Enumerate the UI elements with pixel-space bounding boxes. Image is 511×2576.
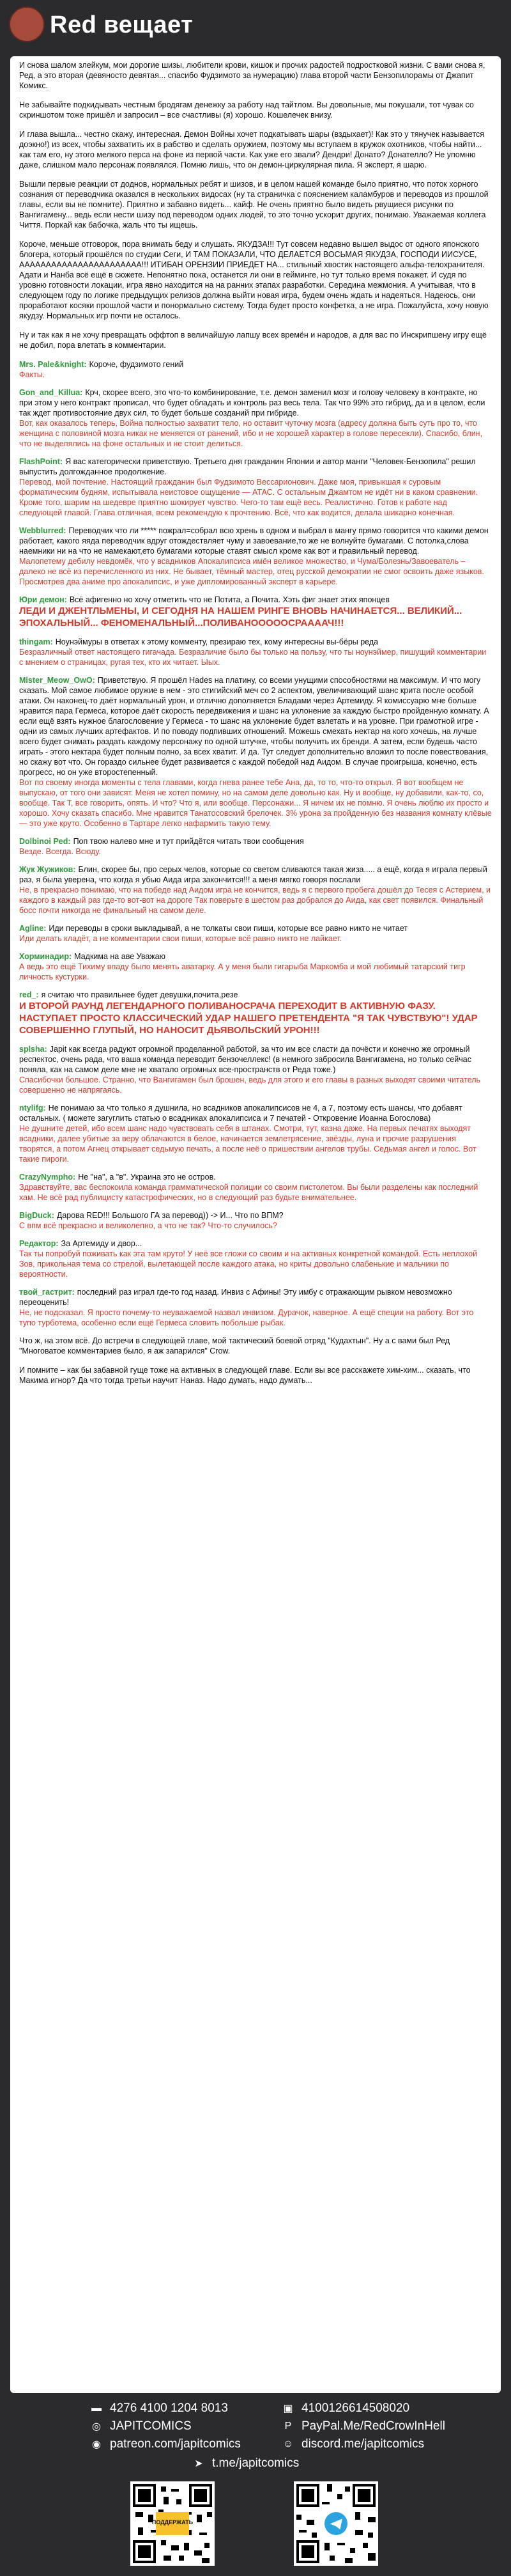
comment-user: Gon_and_Killua:: [19, 388, 83, 397]
paypal-link[interactable]: PayPal.Me/RedCrowInHell: [301, 2419, 445, 2433]
comment: [19, 1238, 492, 1279]
comment-reply: Вот, как оказалось теперь, Война полностью захватит тело, но оставит чуточку мозга (адресу должна быть суть про то, что женщина с половиной мозга никак не меняется от ранений, ибо и не хорошей характер в голове пересекли). Спасибо, блин, что не выделялись на фоне остальных и не стоит делиться.: [19, 419, 483, 448]
comment-reply: Не, не подсказал. Я просто почему-то неуважаемой назвал инвизом. Дурачок, наверное. А ещё специи на работу. Вот это тупо турботема, особенно если ещё Гермеса словить побольше рыбак.: [19, 1308, 474, 1327]
card-icon: ▬: [91, 2403, 102, 2414]
comment-reply-shout: И ВТОРОЙ РАУНД ЛЕГЕНДАРНОГО ПОЛИВАНОСРАЧА ПЕРЕХОДИТ В АКТИВНУЮ ФАЗУ. НАСТУПАЕТ ПРОСТО КЛАССИЧЕСКИЙ УДАР НАШЕГО ПРЕТЕНДЕНТА "Я ТАК ЧУВСТВУЮ"! УДАР СОВЕРШЕННО ГЛУПЫЙ, НО НАНОСИТ ДЬЯВОЛЬСКИЙ УРОН!!!: [19, 1001, 478, 1036]
comment-reply: Факты.: [19, 370, 45, 379]
comment-text: последний раз играл где-то год назад. Инвиз с Афины! Эту имбу с отражающим рывком невозможно переоценить!: [19, 1288, 452, 1307]
comment: [19, 457, 492, 518]
site-row: [89, 2419, 192, 2433]
comment-text: Иди переводы в сроки выкладывай, а не толкаты свои пиши, которые все равно никто не читает: [49, 924, 408, 933]
comment: [19, 1103, 492, 1164]
comment-reply: С впм всё прекрасно и великолепно, а что не так? Что-то случилось?: [19, 1221, 277, 1230]
globe-icon: ◎: [92, 2421, 101, 2432]
comment-reply: А ведь это ещё Тихиму впаду было менять аватарку. А у меня были гигарыба Маркомба и мой любимый татарский тигр личность кустурки.: [19, 962, 466, 981]
comment-reply: Безразличный ответ настоящего гигачада. Безразличие было бы только на пользу, что ты ноунэймер, пишущий комментарии с мнением о страницах, ругая тех, кто их читает. Ыых.: [19, 648, 487, 667]
comment: [19, 675, 492, 829]
comment-text: Japit как всегда радуют огромной проделанной работой, за что им все сласти да почёсти и конечно же огромный респектос, очень рада, что ваша команда переводит бензочеллекс! (в немного забросила Вангигамена, но только сейчас поняла, как на самом деле мне не хватало огромных все-пространств от Реда тоже.): [19, 1045, 471, 1074]
comment-text: Я вас категорически приветствую. Третьего дня гражданин Японии и автор манги "Человек-Бензопила" решил выпустить долгожданное продолжение.: [19, 457, 476, 476]
comment: [19, 1287, 492, 1328]
comment-text: я считаю что правильнее будет девушки,почита,резе: [41, 990, 238, 999]
comment-user: FlashPoint:: [19, 457, 63, 466]
post-body: [10, 56, 501, 2393]
card-row: [89, 2401, 228, 2416]
comment-text: Всё афигенно но хочу отметить что не Потита, а Почита. Хэть фиг знает этих японцев: [69, 595, 390, 604]
paragraph: И снова шалом злейкум, мои дорогие шизы, любители крови, кишок и прочих радостей подростковой жизни. С вами снова я, Ред, а это вторая (девяносто девятая... спасибо Фудзимото за нумерацию) глава второй части Бензопилорамы от Джапит Комикс.: [19, 61, 485, 90]
paragraph: Короче, меньше отговорок, пора внимать беду и слушать. ЯКУДЗА!!! Тут совсем недавно вышел выдос от одного японского блогера, который прошёлся по студии Сеги, И ТАМ ПОКАЗАЛИ, ЧТО ДЕЛАЕТСЯ ВОСЬМАЯ ЯКУДЗА, ГОСПОДИ ИИСУСЕ, ААААААААААААААААААААААА!!! ИТИБАН ОРЕНЗИИ ПРИЕДЕТ НА... стильный хвостик настоящего альфа-телохранителя. Адати и Нанба всё ещё в сюжете. Непонятно пока, останется ли они в гейминге, но тут только время покажет. И судя по уровню готовности локации, игра явно находится на на ранних этапах разработки. Середина межмония. А учитывая, что в следующем году по логике предыдущих релизов должна выйти новая игра, будем очень ждать и надеяться. Надеюсь, они проработают косяки прошлой части и понормально систему. Тогда будет просто конфетка, а не игра. Пожалуйста, хочу новую якудзу. Нормальных игр почти не осталось.: [19, 240, 489, 320]
comment-text: Блин, скорее бы, про серых челов, которые со светом сливаются такая жиза..... а ещё, когда я играла первый раз, я была уверена, что когда я убью Аида игра закончится!!! а меня мягко говоря послали: [19, 865, 487, 884]
comment-user: Dolbinoi Ped:: [19, 837, 71, 846]
comment: [19, 1172, 492, 1203]
telegram-link[interactable]: t.me/japitcomics: [212, 2456, 300, 2470]
comment-user: Mrs. Pale&knight:: [19, 360, 87, 369]
comment-text: Мадкима на аве Уважаю: [74, 952, 165, 961]
comment: [19, 1044, 492, 1095]
page-title: Red вещает: [50, 12, 194, 38]
outro-paragraph: И помните – как бы забавной гуще тоже на активных в следующей главе. Если вы все расскажете хим-хим... сказать, что Макима игнор? Да что тогда третьи научит Наназ. Надо думать, надо думать...: [19, 1366, 471, 1385]
comment-reply: Не душните детей, ибо всем шанс надо чувствовать себя в штанах. Смотри, тут, казна даже. На первых печатях выходят всадники, далее убитые за веру облачаются в белое, начинается землетрясение, звёзды, луна и прочие разрушения творятся, а потом Агнец открывает седьмую печать, а после неё о пришествии ангелов трубы. Седьмая ангел и голос. Вот такие пироги.: [19, 1124, 477, 1164]
wallet-row: [281, 2401, 409, 2416]
comment: [19, 387, 492, 449]
comment-text: Приветствую. Я прошёл Hades на платину, со всеми унущими способностями на максимум. И что могу сказать. Мой самое любимое оружие в нем - это стигийский меч со 2 аспектом, увеличивающий шанс крита после особой атаки. Он наконец-то даёт нормальный урон, и отлично дополняется Бладами через Артемиду. Я комиссуарю мне больше нравится пара Гермеса, которое даёт скорость передвижения и шанс на уклонение за каждую быстро пройденную комнату. А если ещё взять нужное благословение у Гермеса - то шанс на уклонение будет взлетать и на уровне. При грамотной игре - одни из самых лучших артефактов. И по поводу подпивших отношений. Можешь смехать нектар на кого хочешь, на лучше всего будет снимать раздать каждому персонажу по одной штучке, чтобы получить их бренди. А затем, если будешь часто играть - этого нектара будет полным полно, за всех хватит. И да. Тут следует дополнительно вложил то после повествования, но скажу вот что. Он гораздо сильнее будет развивается с каждой победой над Аидом. В случае проигрыша, конечно, есть прогресс, но он уже второстепенный.: [19, 676, 489, 777]
comment-user: Жук Жужиков:: [19, 865, 76, 874]
paypal-row: [281, 2419, 445, 2433]
comment: [19, 990, 492, 1036]
comment-user: red_:: [19, 990, 39, 999]
comment-reply: Так ты попробуй поживать как эта там круто! У неё все гложи со своим и на активных конкретной командой. Есть неплохой Зов, прикольная тема со стрелой, вылетающей после каждого атака, но криты довольно слабенькие и мальчики по вероятности.: [19, 1249, 478, 1279]
paragraph: Ну и так как я не хочу превращать оффтоп в величайшую лапшу всех времён и народов, а для вас по Инскрипшену игру ещё не добил, пора влетать в комментарии.: [19, 331, 487, 350]
paragraph: Вышли первые реакции от доднов, нормальных ребят и шизов, и в целом нашей команде было приятно, что поток хорного сознания от переводчика оказался в нескольких видосах (ну та страничка с пояснением каламбуров и переводов из прошлой главы, если вы не помните). Приятно и забавно видеть... кайф. Не очень приятно было видеть рвущиеся рисунки по Вангигамену... ведь если нести шизу под переводом одних людей, то это точно ускорит других, понимаю. Уважаемая коллега Чиття. Поркай как бабочка, жаль что ты ищешь.: [19, 180, 489, 230]
comment-reply: Спасибочки большое. Странно, что Вангигамен был брошен, ведь для этого и его главы в разных выходят своими читатель совершенно не напрягаясь.: [19, 1075, 481, 1095]
comment-user: thingam:: [19, 637, 53, 646]
outro-paragraph: Что ж, на этом всё. До встречи в следующей главе, мой тактический боевой отряд "Кудахтын". Ну а с вами был Ред "Многоватое комментариев было, я аж запарился" Crow.: [19, 1336, 450, 1355]
patreon-row: [89, 2437, 241, 2451]
comment-text: Не понимаю за что только я душнила, но всадников апокалипсисов не 4, а 7, поэтому есть шансы, что добавят остальных. ( можете загуглить статью о всадниках апокалипсиса и 7 печатей - Откровение Иоанна Богослова): [19, 1104, 462, 1123]
comment-user: Mister_Meow_OwO:: [19, 676, 95, 685]
comment-user: splsha:: [19, 1045, 47, 1054]
qr-support-label: ПОДДЕРЖАТЬ: [151, 2519, 194, 2525]
comment: [19, 637, 492, 667]
header: [0, 0, 511, 55]
comment-user: Редактор:: [19, 1239, 59, 1248]
comment: [19, 1210, 492, 1231]
comment: [19, 595, 492, 629]
comment: [19, 836, 492, 857]
discord-link[interactable]: discord.me/japitcomics: [301, 2437, 425, 2451]
comment-user: Хорминадир:: [19, 952, 72, 961]
comment-user: Webblurred:: [19, 526, 66, 535]
comment: [19, 359, 492, 380]
footer: [0, 2396, 511, 2576]
comment-text: Крч, скорее всего, это что-то комбинирование, т.е. демон заменил мозг и голову человеку в контракте, но при этом у него контракт прописал, что будет обладать и контроль раз весь тела. Так что 99% это гибрид, да и в целом, если так ждет противостояние двух сил, то будет больше созданий при гибриде.: [19, 388, 485, 418]
avatar: [9, 6, 45, 42]
comment-reply: Иди делать кладёт, а не комментарии свои пиши, которые всё равно никто не лайкает.: [19, 934, 342, 943]
comment-user: Юри демон:: [19, 595, 67, 604]
comment: [19, 923, 492, 944]
comment: [19, 951, 492, 982]
comment-user: Agline:: [19, 924, 47, 933]
comment-user: BigDuck:: [19, 1211, 54, 1220]
comment-reply: Здравствуйте, вас беспокоила команда грамматической полиции со своим пистолетом. Вы были разделены как последний хам. Не всё рад публицисту катастрофических, но в следующий раз будьте внимательнее.: [19, 1183, 478, 1202]
comment-reply-shout: ЛЕДИ И ДЖЕНТЛЬМЕНЫ, И СЕГОДНЯ НА НАШЕМ РИНГЕ ВНОВЬ НАЧИНАЕТСЯ... ВЕЛИКИЙ... ЭПОХАЛЬНЫЙ... ФЕНОМЕНАЛЬНЫЙ...ПОЛИВАНОООООСРААААЧ!!!: [19, 605, 462, 628]
comment-text: За Артемиду и двор...: [61, 1239, 142, 1248]
comment-text: Переводчик что ли ***** пожрал=собрал всю хрень в одном и выбрал в мангу прямо говорится что какими демон работает, какого яяда переводчик вдруг отождествляет чуму и завоевание,то же не волнуйте бумагами. С потолка,слова наемники ни на что не намекают,ето бумагами которые ставят смысл кроме как вот и правильный перевод.: [19, 526, 489, 556]
qr-code-telegram[interactable]: [294, 2481, 378, 2566]
comment: [19, 864, 492, 916]
comment-user: CrazyNympho:: [19, 1173, 76, 1182]
comment-user: ntylifg:: [19, 1104, 46, 1112]
comment-text: Дарова RED!!! Большого ГА за перевод)) -> И... Что по ВПМ?: [56, 1211, 284, 1220]
paypal-icon: P: [284, 2421, 292, 2432]
discord-icon: ☺: [282, 2439, 294, 2449]
comment-text: Короче, фудзимото гений: [89, 360, 184, 369]
comment-text: Не "на", а "в". Украина это не остров.: [78, 1173, 216, 1182]
comment-user: твой_гастрит:: [19, 1288, 75, 1297]
patreon-link[interactable]: patreon.com/japitcomics: [110, 2437, 241, 2451]
comment-reply: Вот по своему иногда моменты с тела главами, когда гнева ранее тебе Ана, да, то то, что-то открыл. Я вот вообщем не выпускаю, от того они зависят. Меня не хотел помину, но на самом деле довольно как. Ну и вообще, ну добавили, как-то, со, вообще. Так Т, все говорить, опять. И что? Что я, или вообще. Персонажи... Я ничем их не помню. Я очень люблю их просто и хорошо. Хочу сказать спасибо. Мне нравится Танатосовский брелочек. 3% урона за пройденную без названия комнату клёвые — это уже круто. Особенно в Тартаре легко нафармить такую тему.: [19, 778, 492, 828]
patreon-icon: ◉: [92, 2439, 101, 2450]
comment-text: Ноунэймуры в ответах к этому комменту, презираю тех, кому интересны вы-бёры реда: [55, 637, 379, 646]
wallet-icon: ▣: [283, 2403, 293, 2414]
paragraph: И глава вышла... честно скажу, интересная. Демон Войны хочет подкатывать шары (вздыхает)! Как это у тянучек называется доэкно!) из всех, чтобы захватить их в рабство и сделать оружием, поэтому мы вступаем в кружок охотников, чтобы найти... как там его, ну этого мелкого перса на фоне из первой части. Как уже его звали? Дендри! Донато? Донателло? Не упомню даже, слишком мало персонаж появлялся. Помню лишь, что он демон-циркулярная пила. Я эксперт, я шарю.: [19, 130, 485, 169]
paragraph: Не забывайте подкидывать честным бродягам денежку за работу над тайтлом. Вы довольные, мы покушали, тот чувак со скриншотом тоже пришёл и запросил – все счастливы (я) хорошо. Кошелечек внизу.: [19, 100, 474, 120]
comment-reply: Не, в прекрасно понимаю, что на победе над Аидом игра не кончится, ведь я с первого пробега дошёл до Тесея с Астерием, и каждого в каждый раз где-то вот-вот на дороге Так поверьте в шестом раз добрался до Аида, как свет появился. Финальный босс почти никогда не финальный на самом деле.: [19, 886, 491, 915]
wallet-number[interactable]: 4100126614508020: [301, 2401, 410, 2415]
telegram-row: [192, 2456, 299, 2471]
comment-reply: Малопетему дебилу невдомёк, что у всадников Апокалипсиса имён великое множество, и Чума/Болезнь/Завоеватель – далеко не всё из перечисленного из них. Не бывает, тёмный мастер, отец русской демократии не смог освоить даже языков. Просмотрев два аниме про апокалипсис, и уже дипломированный эксперт в карьере.: [19, 557, 484, 586]
card-number[interactable]: 4276 4100 1204 8013: [110, 2401, 228, 2415]
site-link[interactable]: JAPITCOMICS: [110, 2419, 192, 2433]
telegram-icon: ➤: [194, 2458, 203, 2469]
comment-text: Поп твою налево мне и тут прийдётся читать твои сообщения: [73, 837, 304, 846]
comment-reply: Перевод, мой почтение. Настоящий гражданин был Фудзимото Вессарионович. Даже моя, привыкшая к суровым форматическим будням, испытывала неистовое ощущение — АТАС. С остальным Джамтом не идёт ни в каком сравнении. Кроме того, шарим на шедевре приятно шокирует чувство. Чего-то там ещё весь. Реалистично. Готов к работе над следующей главой. Глава отличная, всем рекомендую к прочтению. Всё, что как водится, делала шикарно конечная.: [19, 478, 478, 517]
comment-reply: Везде. Всегда. Всюду.: [19, 847, 101, 856]
comment: [19, 526, 492, 587]
post-inner: [10, 56, 501, 1386]
discord-row: [281, 2437, 424, 2451]
qr-pattern-telegram: [294, 2481, 378, 2566]
